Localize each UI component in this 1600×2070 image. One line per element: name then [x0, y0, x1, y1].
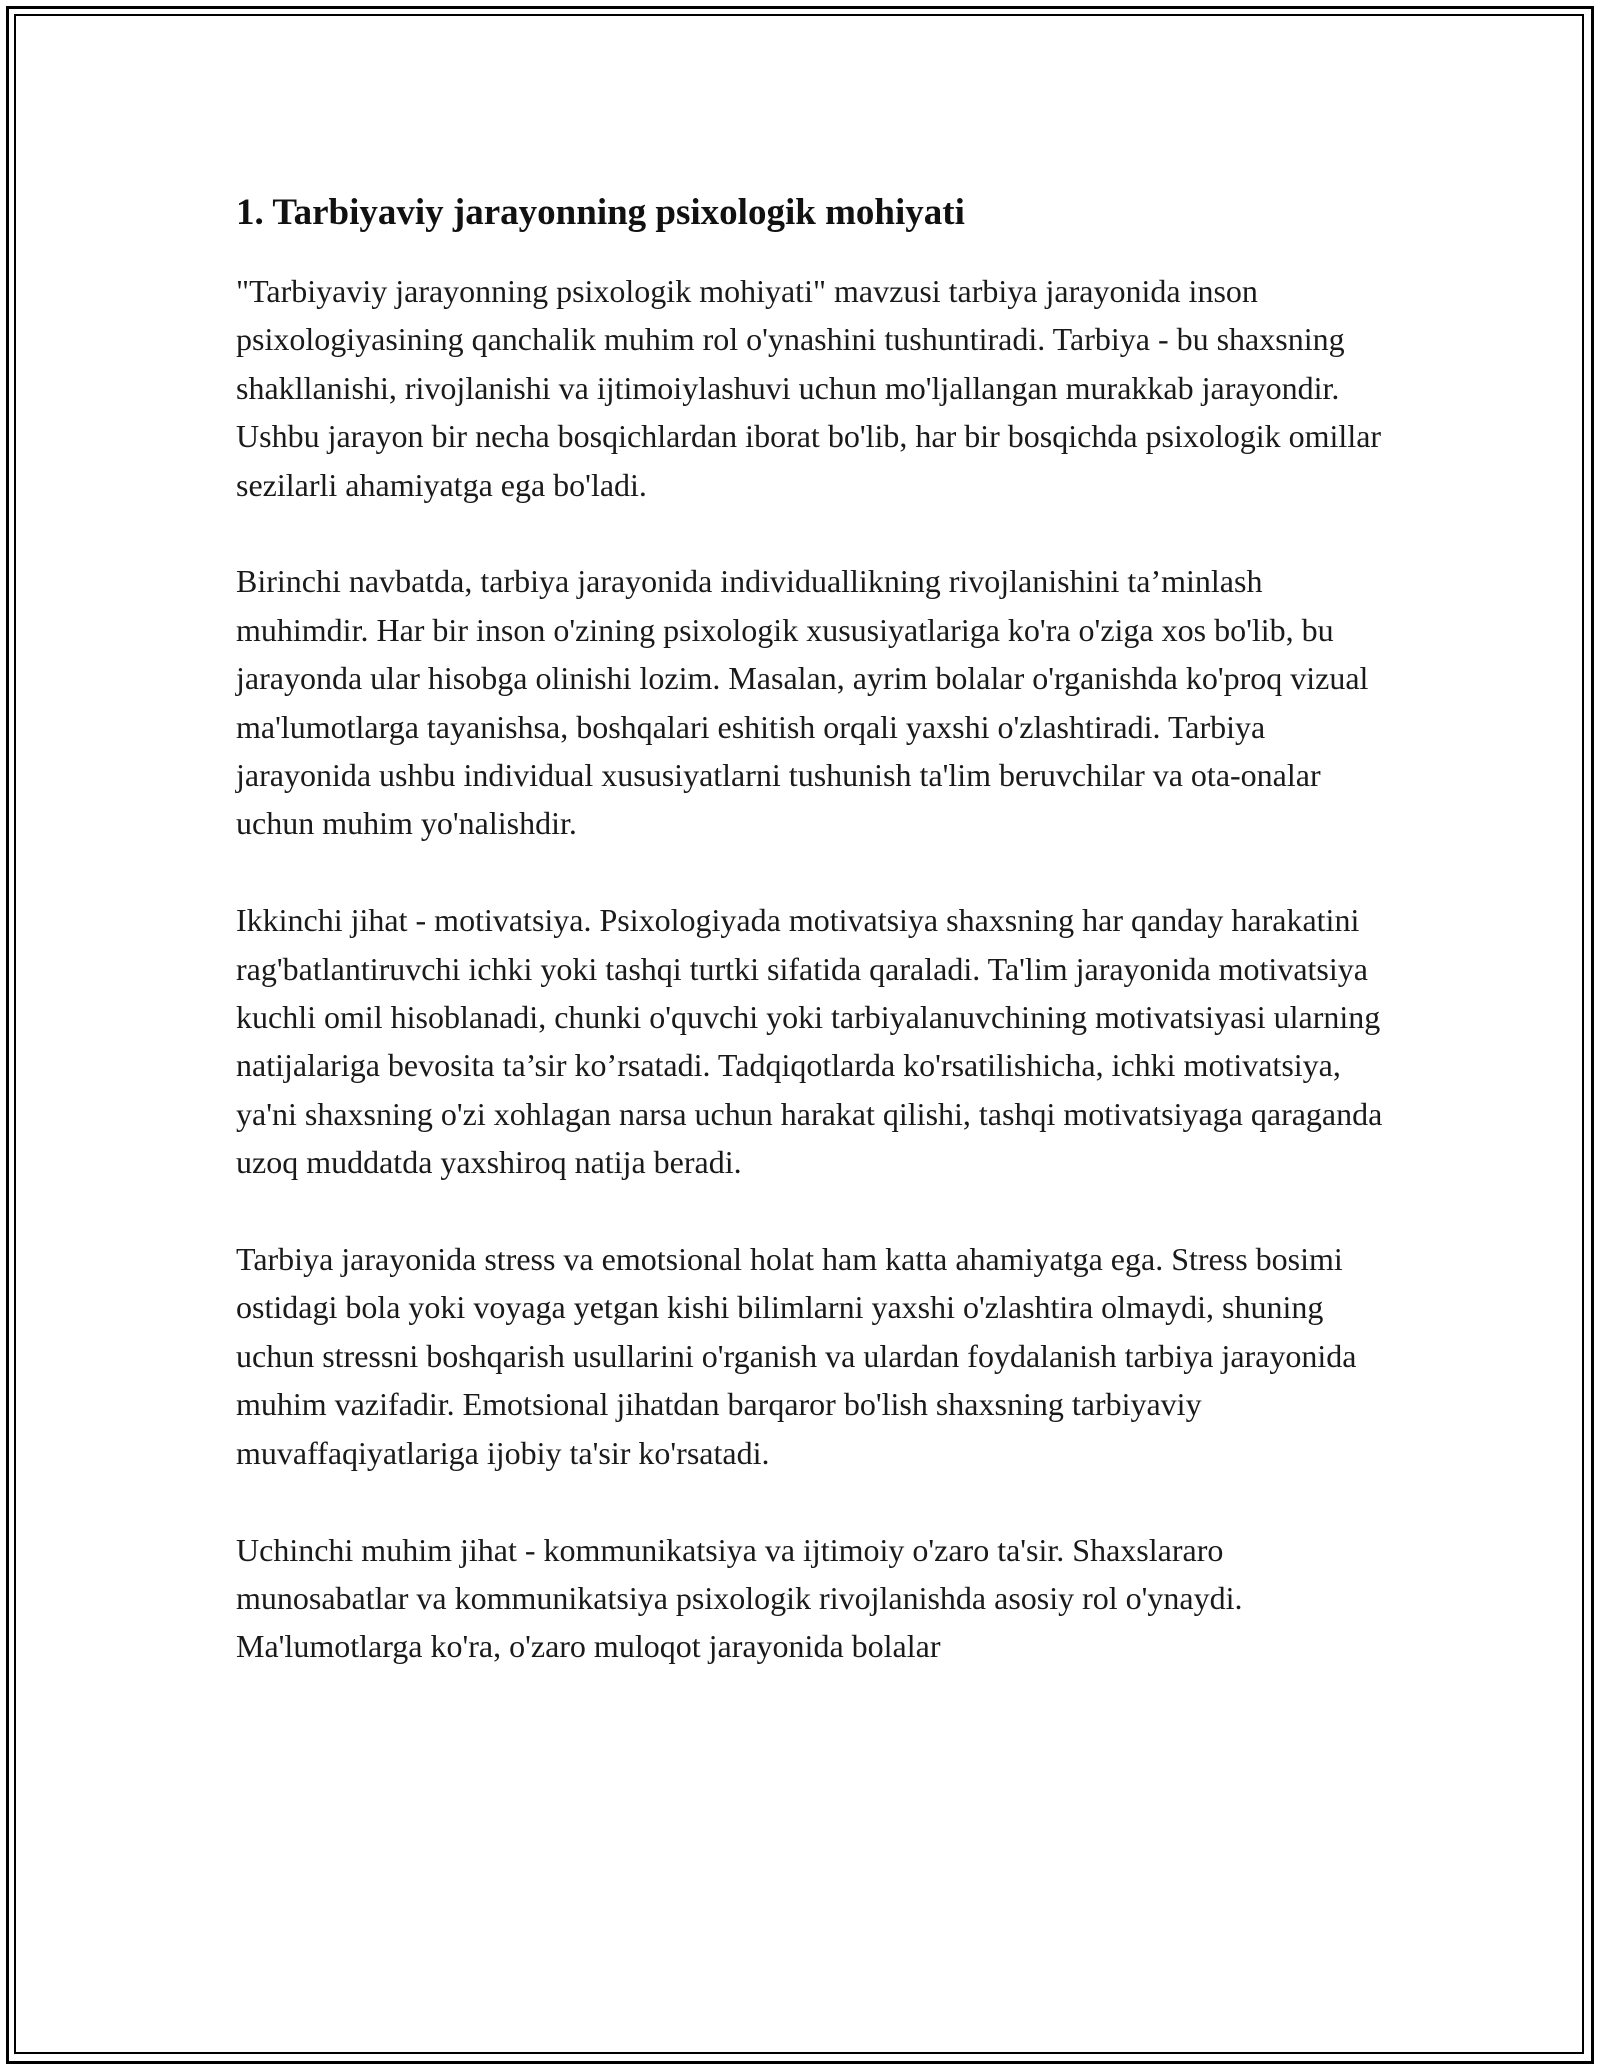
- section-title: 1. Tarbiyaviy jarayonning psixologik mohiyati: [236, 192, 965, 233]
- paragraph-motivation: Ikkinchi jihat - motivatsiya. Psixologiyada motivatsiya shaxsning har qanday harakatini rag'batlantiruvchi ichki yoki tashqi turtki sifatida qaraladi. Ta'lim jarayonida motivatsiya kuchli omil hisoblanadi, chunki o'quvchi yoki tarbiyalanuvchining motivatsiyasi ularning natijalariga bevosita ta’sir ko’rsatadi. Tadqiqotlarda ko'rsatilishicha, ichki motivatsiya, ya'ni shaxsning o'zi xohlagan narsa uchun harakat qilishi, tashqi motivatsiyaga qaraganda uzoq muddatda yaxshiroq natija beradi.: [236, 902, 1383, 1181]
- paragraph-stress: Tarbiya jarayonida stress va emotsional holat ham katta ahamiyatga ega. Stress bosimi ostidagi bola yoki voyaga yetgan kishi bilimlarni yaxshi o'zlashtira olmaydi, shuning uchun stressni boshqarish usullarini o'rganish va ulardan foydalanish tarbiya jarayonida muhim vazifadir. Emotsional jihatdan barqaror bo'lish shaxsning tarbiyaviy muvaffaqiyatlariga ijobiy ta'sir ko'rsatadi.: [236, 1241, 1357, 1471]
- paragraph-intro: "Tarbiyaviy jarayonning psixologik mohiyati" mavzusi tarbiya jarayonida inson psixologiyasining qanchalik muhim rol o'ynashini tushuntiradi. Tarbiya - bu shaxsning shakllanishi, rivojlanishi va ijtimoiylashuvi uchun mo'ljallangan murakkab jarayondir. Ushbu jarayon bir necha bosqichlardan iborat bo'lib, har bir bosqichda psixologik omillar sezilarli ahamiyatga ega bo'ladi.: [236, 273, 1382, 503]
- paragraph-communication: Uchinchi muhim jihat - kommunikatsiya va ijtimoiy o'zaro ta'sir. Shaxslararo munosabatlar va kommunikatsiya psixologik rivojlanishda asosiy rol o'ynaydi. Ma'lumotlarga ko'ra, o'zaro muloqot jarayonida bolalar: [236, 1531, 1243, 1665]
- document-body: [236, 185, 1386, 1719]
- paragraph-individuality: Birinchi navbatda, tarbiya jarayonida individuallikning rivojlanishini ta’minlash muhimdir. Har bir inson o'zining psixologik xususiyatlariga ko'ra o'ziga xos bo'lib, bu jarayonda ular hisobga olinishi lozim. Masalan, ayrim bolalar o'rganishda ko'proq vizual ma'lumotlarga tayanishsa, boshqalari eshitish orqali yaxshi o'zlashtiradi. Tarbiya jarayonida ushbu individual xususiyatlarni tushunish ta'lim beruvchilar va ota-onalar uchun muhim yo'nalishdir.: [236, 563, 1369, 842]
